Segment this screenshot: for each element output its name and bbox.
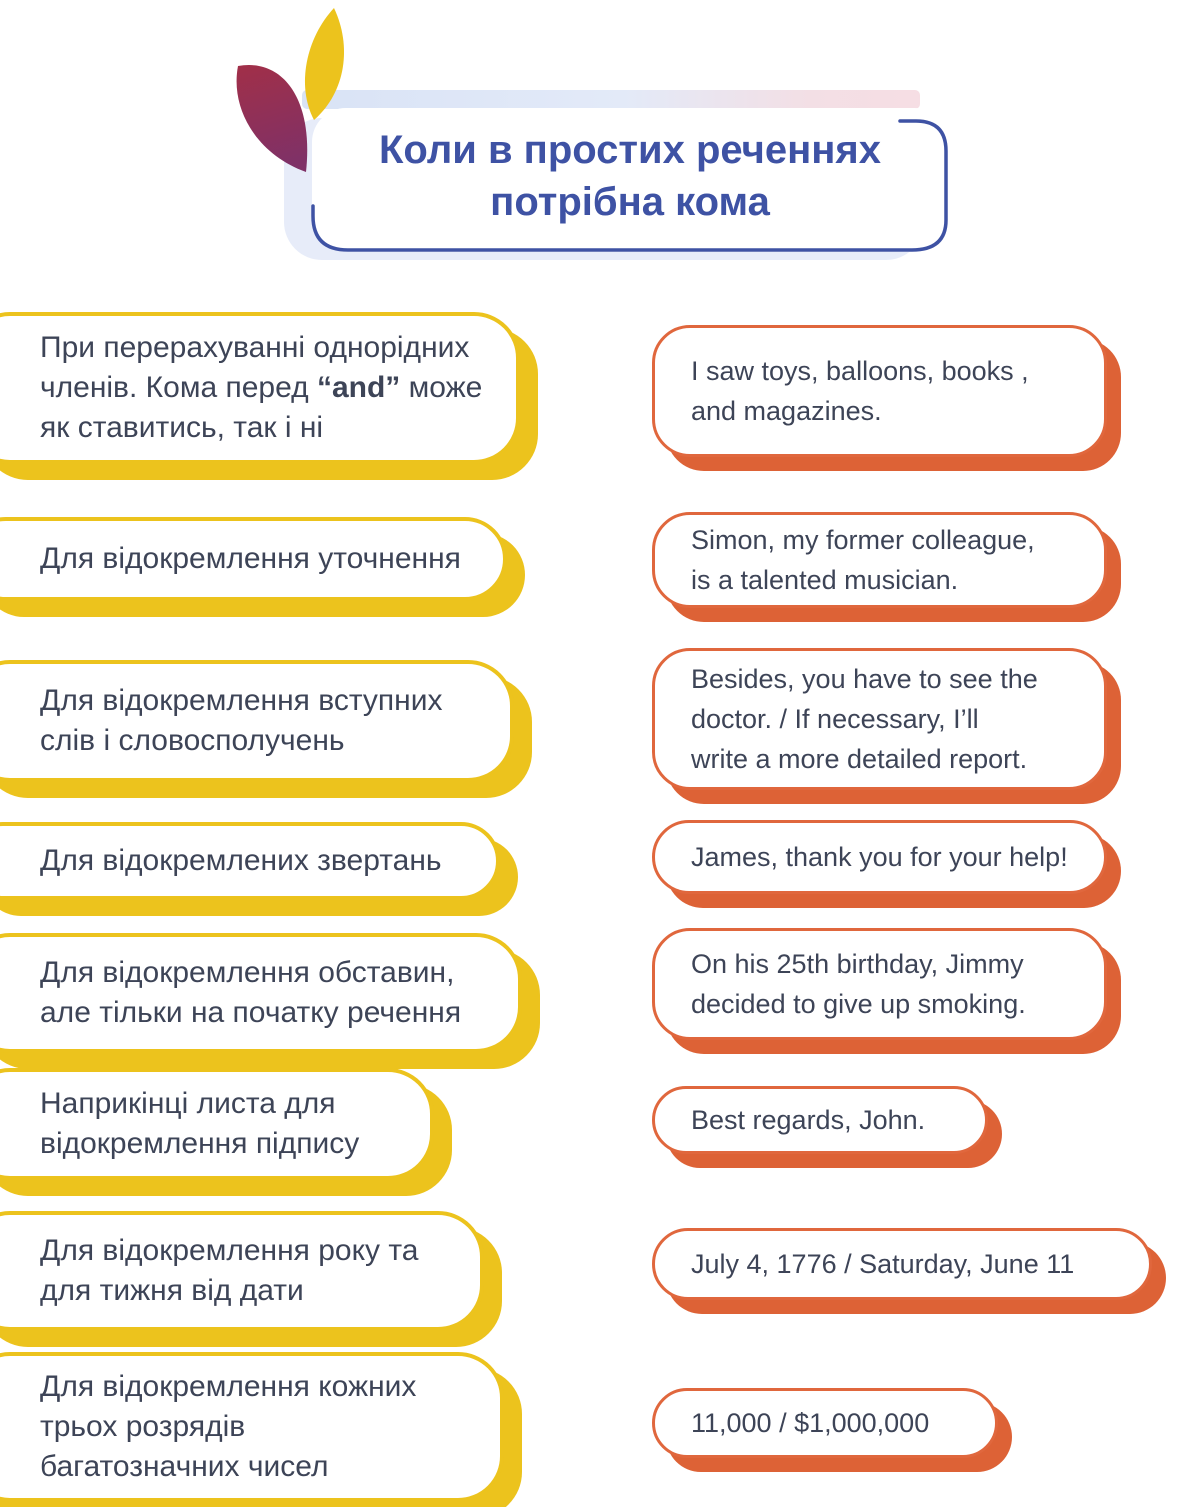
rule-card: [0, 822, 500, 900]
rule-text-line: трьох розрядів: [40, 1410, 246, 1443]
example-text-line: James, thank you for your help!: [691, 842, 1068, 872]
example-text-line: decided to give up smoking.: [691, 989, 1026, 1019]
rule-text-line: Для відокремлення кожних: [40, 1370, 417, 1403]
rule-text-line: Для відокремлення року та: [40, 1234, 419, 1267]
rule-card: [0, 517, 507, 601]
rule-text-segment: може: [400, 371, 483, 404]
example-card: [652, 820, 1107, 894]
example-text-line: write a more detailed report.: [691, 744, 1028, 774]
yellow-petal-icon: [305, 8, 344, 120]
rule-text-line: [40, 368, 498, 408]
rule-text-line: багатозначних чисел: [40, 1450, 329, 1483]
example-card: [652, 1086, 988, 1154]
rule-card: [0, 312, 520, 464]
rule-text-bold-segment: “and”: [316, 371, 401, 404]
rule-text-line: відокремлення підпису: [40, 1127, 360, 1160]
rule-card: [0, 660, 514, 782]
example-text-line: doctor. / If necessary, I’ll: [691, 704, 979, 734]
example-card: [652, 928, 1107, 1040]
rule-text-line: але тільки на початку речення: [40, 996, 462, 1029]
example-card: [652, 1228, 1152, 1300]
example-text-line: I saw toys, balloons, books ,: [691, 356, 1029, 386]
rule-card: [0, 1211, 484, 1331]
example-card: [652, 1388, 998, 1458]
example-card: [652, 325, 1107, 457]
rule-card: [0, 1352, 504, 1502]
header: [300, 88, 990, 273]
rule-text-line: слів і словосполучень: [40, 724, 345, 757]
example-card: [652, 648, 1107, 790]
rule-text-line: При перерахуванні однорідних: [40, 331, 470, 364]
example-text-line: On his 25th birthday, Jimmy: [691, 949, 1024, 979]
rule-card: [0, 933, 522, 1053]
page-title: [312, 124, 948, 228]
rule-text-line: для тижня від дати: [40, 1274, 304, 1307]
rule-text-line: Для відокремлення вступних: [40, 684, 443, 717]
purple-petal-icon: [237, 65, 308, 172]
page-title-line1: Коли в простих реченнях: [378, 128, 881, 172]
rule-text-line: Для відокремлення обставин,: [40, 956, 455, 989]
example-text-line: and magazines.: [691, 396, 882, 426]
example-text-line: 11,000 / $1,000,000: [691, 1408, 930, 1438]
rule-text-line: як ставитись, так і ні: [40, 411, 324, 444]
example-card: [652, 512, 1107, 608]
rule-text-segment: членів. Кома перед: [40, 371, 317, 404]
example-text-line: Besides, you have to see the: [691, 664, 1038, 694]
rule-text-line: Для відокремлення уточнення: [40, 542, 461, 575]
two-petals-logo-icon: [222, 4, 357, 179]
example-text-line: Best regards, John.: [691, 1105, 926, 1135]
example-text-line: Simon, my former colleague,: [691, 525, 1035, 555]
rule-text-line: Наприкінці листа для: [40, 1087, 336, 1120]
rule-card: [0, 1068, 434, 1180]
example-text-line: is a talented musician.: [691, 565, 959, 595]
rule-text-line: Для відокремлених звертань: [40, 844, 442, 877]
page-title-line2: потрібна кома: [490, 180, 770, 224]
example-text-line: July 4, 1776 / Saturday, June 11: [691, 1249, 1075, 1279]
